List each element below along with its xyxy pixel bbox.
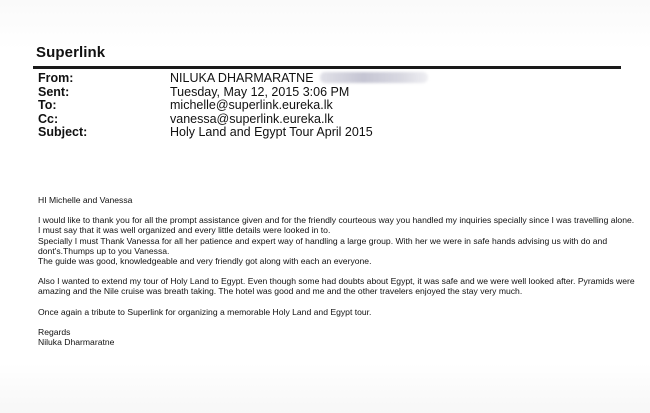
redacted-email-address: [320, 72, 428, 83]
greeting: HI Michelle and Vanessa: [38, 195, 133, 205]
body-line: Also I wanted to extend my tour of Holy Land to Egypt. Even though some had doubts about Egypt, it was safe and we were well looked after. Pyramids were: [38, 276, 635, 287]
header-to-row: [38, 99, 618, 113]
body-line: I must say that it was well organized and every little details were looked in to.: [38, 225, 331, 236]
header-cc-label: Cc:: [38, 111, 59, 126]
signature: Niluka Dharmaratne: [38, 337, 115, 348]
sender-name: NILUKA DHARMARATNE: [170, 71, 314, 85]
header-sent-value: Tuesday, May 12, 2015 3:06 PM: [170, 84, 350, 99]
header-subject-value: Holy Land and Egypt Tour April 2015: [170, 125, 373, 140]
header-to-label: To:: [38, 98, 57, 113]
header-from-row: [38, 72, 618, 86]
body-line: dont's.Thumps up to you Vanessa.: [38, 245, 170, 256]
paragraph-thanks: [38, 215, 635, 267]
header-from-value: [170, 72, 428, 86]
header-sent-row: [38, 86, 618, 100]
header-from-label: From:: [38, 71, 74, 85]
header-to-value: michelle@superlink.eureka.lk: [170, 98, 333, 113]
header-cc-row: [38, 113, 618, 127]
header-subject-row: [38, 126, 618, 140]
heading-divider: [33, 66, 621, 69]
closing: Regards: [38, 326, 71, 337]
email-body: [38, 195, 635, 348]
paragraph-tribute: Once again a tribute to Superlink for organizing a memorable Holy Land and Egypt tour.: [38, 306, 372, 317]
header-sent-label: Sent:: [38, 84, 70, 99]
header-subject-label: Subject:: [38, 125, 88, 140]
company-heading: Superlink: [36, 44, 106, 61]
header-cc-value: vanessa@superlink.eureka.lk: [170, 111, 334, 126]
body-line: I would like to thank you for all the prompt assistance given and for the friendly courteous way you handled my inquiries specially since I was travelling alone.: [38, 215, 635, 226]
paragraph-egypt: [38, 276, 635, 297]
email-header-block: [38, 72, 618, 140]
body-line: The guide was good, knowledgeable and very friendly got along with each an everyone.: [38, 256, 372, 267]
body-line: amazing and the Nile cruise was breath taking. The hotel was good and me and the other travelers enjoyed the stay very much.: [38, 286, 523, 297]
body-line: Specially I must Thank Vanessa for all her patience and expert way of handling a large group. With her we were in safe hands advising us with do and: [38, 235, 608, 246]
